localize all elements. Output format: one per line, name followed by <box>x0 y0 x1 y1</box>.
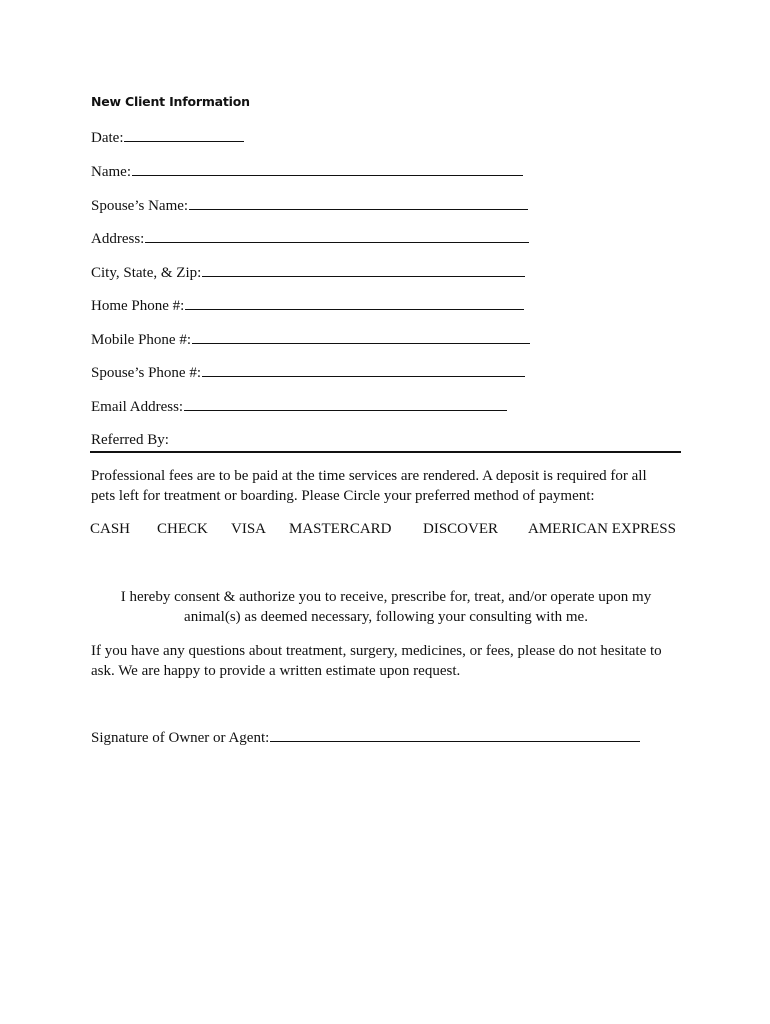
referred-by-label: Referred By: <box>91 432 169 448</box>
spouse-name-field[interactable] <box>91 196 528 216</box>
email-address-label: Email Address: <box>91 399 184 415</box>
referred-by-underline[interactable] <box>90 451 681 453</box>
payment-option-cash[interactable]: CASH <box>90 521 131 537</box>
referred-by-field[interactable] <box>91 430 169 450</box>
address-blank-line[interactable] <box>145 229 529 243</box>
address-field[interactable] <box>91 229 529 249</box>
signature-blank-line[interactable] <box>270 728 640 742</box>
name-field[interactable] <box>91 162 523 182</box>
consent-line: animal(s) as deemed necessary, following your consulting with me. <box>184 609 588 625</box>
questions-paragraph <box>91 641 681 681</box>
email-address-blank-line[interactable] <box>184 397 507 411</box>
date-label: Date: <box>91 130 124 146</box>
mobile-phone-label: Mobile Phone #: <box>91 332 191 348</box>
spouse-name-blank-line[interactable] <box>189 196 528 210</box>
consent-statement <box>91 587 681 627</box>
spouse-phone-label: Spouse’s Phone #: <box>91 365 202 381</box>
home-phone-label: Home Phone #: <box>91 298 185 314</box>
home-phone-blank-line[interactable] <box>185 296 524 310</box>
signature-field[interactable] <box>91 728 640 748</box>
questions-paragraph-line: ask. We are happy to provide a written estimate upon request. <box>91 663 461 679</box>
mobile-phone-field[interactable] <box>91 330 530 350</box>
payment-option-mastercard[interactable]: MASTERCARD <box>289 521 392 537</box>
spouse-phone-blank-line[interactable] <box>202 363 525 377</box>
consent-line: I hereby consent & authorize you to receive, prescribe for, treat, and/or operate upon my <box>120 589 652 605</box>
signature-label: Signature of Owner or Agent: <box>91 730 270 746</box>
spouse-phone-field[interactable] <box>91 363 525 383</box>
form-title: New Client Information <box>91 94 250 109</box>
fees-paragraph-line: pets left for treatment or boarding. Please Circle your preferred method of payment: <box>91 488 595 504</box>
fees-paragraph-line: Professional fees are to be paid at the time services are rendered. A deposit is required for all <box>91 468 647 484</box>
home-phone-field[interactable] <box>91 296 524 316</box>
city-state-zip-label: City, State, & Zip: <box>91 265 202 281</box>
fees-paragraph <box>91 466 681 506</box>
payment-option-check[interactable]: CHECK <box>157 521 208 537</box>
date-field[interactable] <box>91 128 244 148</box>
address-label: Address: <box>91 231 145 247</box>
city-state-zip-field[interactable] <box>91 263 525 283</box>
date-blank-line[interactable] <box>124 128 244 142</box>
email-address-field[interactable] <box>91 397 507 417</box>
payment-option-american-express[interactable]: AMERICAN EXPRESS <box>528 521 676 537</box>
name-blank-line[interactable] <box>132 162 523 176</box>
questions-paragraph-line: If you have any questions about treatment, surgery, medicines, or fees, please do not hesitate to <box>91 643 662 659</box>
spouse-name-label: Spouse’s Name: <box>91 198 189 214</box>
city-state-zip-blank-line[interactable] <box>202 263 525 277</box>
payment-option-discover[interactable]: DISCOVER <box>423 521 499 537</box>
payment-option-visa[interactable]: VISA <box>231 521 267 537</box>
name-label: Name: <box>91 164 131 180</box>
mobile-phone-blank-line[interactable] <box>192 330 530 344</box>
